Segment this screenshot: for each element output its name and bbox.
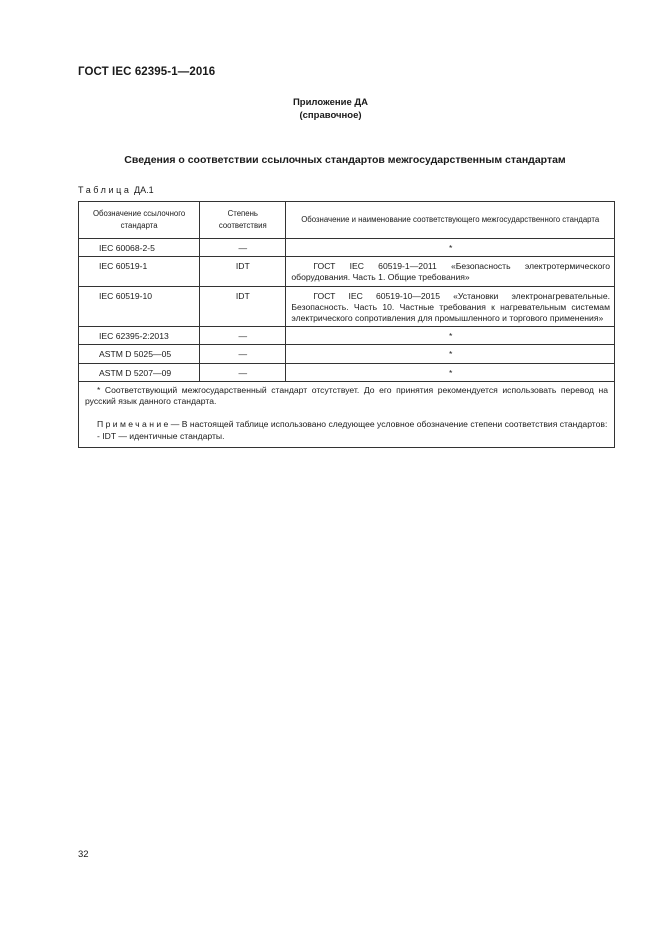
cell-degree: — — [200, 363, 286, 381]
standards-table — [78, 201, 615, 448]
cell-ref: IEC 60519-1 — [79, 257, 200, 286]
cell-national: * — [286, 327, 615, 345]
table-row — [79, 327, 615, 345]
table-row — [79, 345, 615, 363]
cell-ref: IEC 62395-2:2013 — [79, 327, 200, 345]
cell-national: * — [286, 363, 615, 381]
table-footnote-row — [79, 381, 615, 447]
table-row — [79, 286, 615, 327]
cell-national: * — [286, 345, 615, 363]
table-header-row — [79, 202, 615, 239]
table-row — [79, 239, 615, 257]
table-caption — [78, 185, 154, 195]
footnote-text: * Соответствующий межгосударственный стандарт отсутствует. До его принятия рекомендуется использовать перевод на русский язык данного стандарта. — [85, 384, 608, 407]
header-national-standard: Обозначение и наименование соответствующего межгосударственного стандарта — [286, 202, 615, 239]
cell-degree: IDT — [200, 286, 286, 327]
table-footnote-cell — [79, 381, 615, 447]
note-item: - IDT — идентичные стандарты. — [97, 430, 225, 441]
header-ref-standard: Обозначение ссылочного стандарта — [79, 202, 200, 239]
cell-degree: — — [200, 345, 286, 363]
cell-degree: — — [200, 239, 286, 257]
cell-national-text: ГОСТ IEC 60519-10—2015 «Установки электронагревательные. Безопасность. Часть 10. Частные требования к нагревательным системам электрического сопротивления для промышленного и торгового применения» — [291, 290, 610, 324]
note-paragraph — [85, 419, 608, 431]
table-row — [79, 363, 615, 381]
annex-subtitle: (справочное) — [299, 110, 362, 121]
cell-ref: ASTM D 5207—09 — [79, 363, 200, 381]
cell-degree: IDT — [200, 257, 286, 286]
table-row — [79, 257, 615, 286]
cell-ref: IEC 60519-10 — [79, 286, 200, 327]
section-heading: Сведения о соответствии ссылочных стандартов межгосударственным стандартам — [124, 154, 566, 166]
cell-ref: IEC 60068-2-5 — [79, 239, 200, 257]
cell-national — [286, 257, 615, 286]
page-number: 32 — [78, 849, 89, 860]
document-code: ГОСТ IEC 62395-1—2016 — [78, 66, 216, 78]
cell-national — [286, 286, 615, 327]
note-label: Примечание — [97, 419, 171, 430]
table-caption-word: Таблица — [78, 185, 132, 195]
header-degree: Степень соответствия — [200, 202, 286, 239]
annex-title: Приложение ДА — [292, 97, 369, 108]
cell-ref: ASTM D 5025—05 — [79, 345, 200, 363]
note-text: — В настоящей таблице использовано следующее условное обозначение степени соответствия стандартов: — [170, 419, 608, 430]
cell-national: * — [286, 239, 615, 257]
cell-degree: — — [200, 327, 286, 345]
cell-national-text: ГОСТ IEC 60519-1—2011 «Безопасность электротермического оборудования. Часть 1. Общие требования» — [291, 261, 610, 283]
table-caption-id: ДА.1 — [134, 185, 154, 195]
